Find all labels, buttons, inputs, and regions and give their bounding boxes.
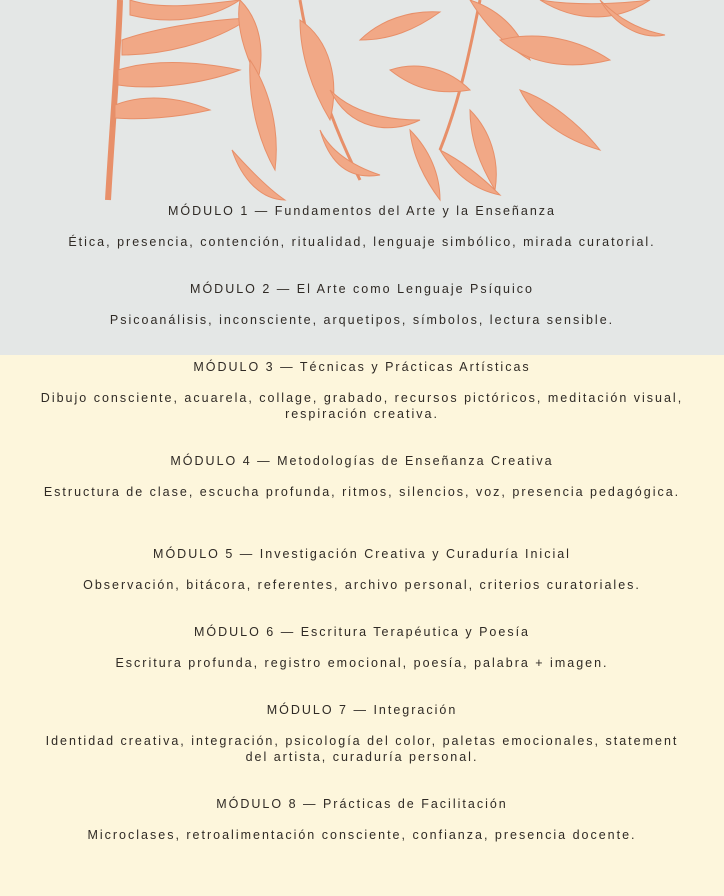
module-title: MÓDULO 8 — Prácticas de Facilitación [216, 797, 508, 811]
module-title: MÓDULO 3 — Técnicas y Prácticas Artísticas [193, 360, 531, 374]
botanical-illustration [0, 0, 724, 355]
hero-banner [0, 0, 724, 355]
module-description: Microclases, retroalimentación consciente, confianza, presencia docente. [87, 828, 637, 842]
module-title: MÓDULO 7 — Integración [266, 703, 458, 717]
module-title: MÓDULO 1 — Fundamentos del Arte y la Enseñanza [168, 204, 556, 218]
module-description: Ética, presencia, contención, ritualidad, lenguaje simbólico, mirada curatorial. [68, 235, 656, 249]
module-description: Psicoanálisis, inconsciente, arquetipos, símbolos, lectura sensible. [109, 313, 615, 327]
module-title: MÓDULO 2 — El Arte como Lenguaje Psíquico [190, 282, 534, 296]
module-title: MÓDULO 5 — Investigación Creativa y Curaduría Inicial [153, 547, 571, 561]
module-description: Estructura de clase, escucha profunda, ritmos, silencios, voz, presencia pedagógica. [43, 485, 681, 499]
module-description: Dibujo consciente, acuarela, collage, grabado, recursos pictóricos, meditación visual, respiración creativa. [40, 391, 684, 421]
module-title: MÓDULO 4 — Metodologías de Enseñanza Creativa [170, 454, 554, 468]
module-description: Observación, bitácora, referentes, archivo personal, criterios curatoriales. [83, 578, 641, 592]
module-title: MÓDULO 6 — Escritura Terapéutica y Poesía [193, 625, 531, 639]
module-description: Identidad creativa, integración, psicología del color, paletas emocionales, statement del artista, curaduría personal. [45, 734, 679, 764]
module-description: Escritura profunda, registro emocional, poesía, palabra + imagen. [115, 656, 609, 670]
